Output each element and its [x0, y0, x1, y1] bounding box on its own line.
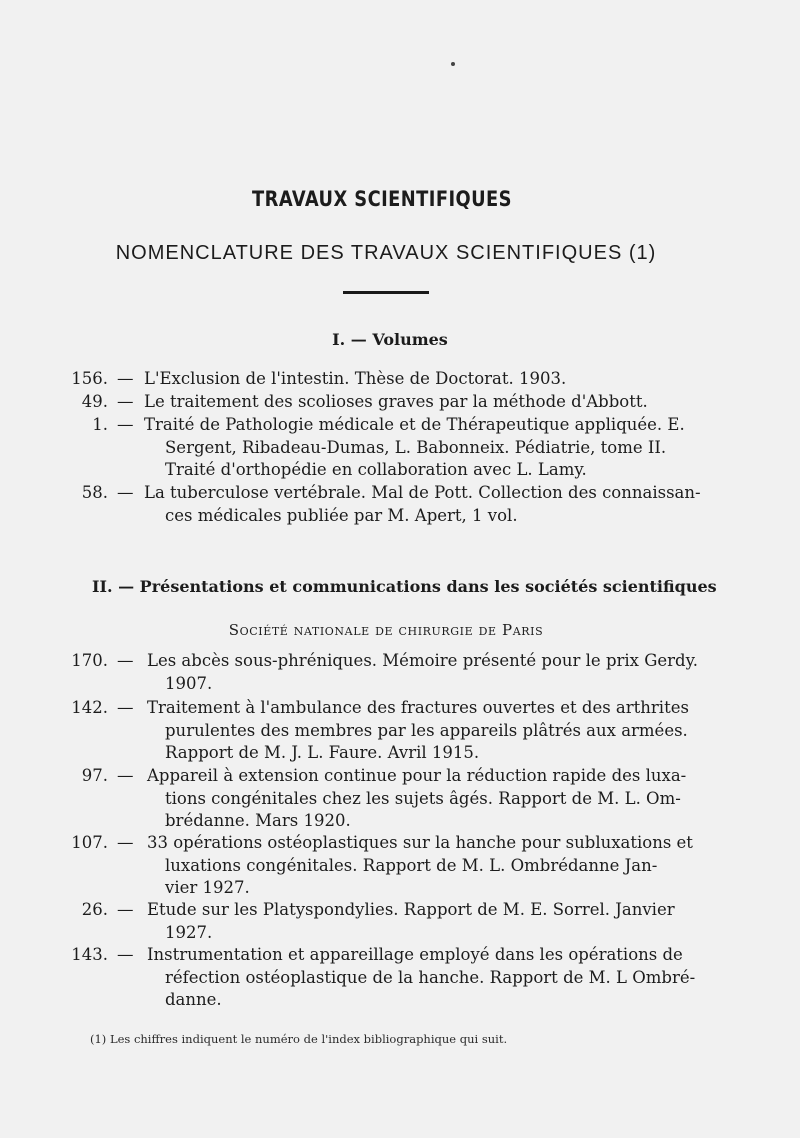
entry-text-line: réfection ostéoplastique de la hanche. Rapport de M. L Ombré-: [165, 967, 696, 987]
entry-number: 156.: [71, 369, 108, 388]
speck-mark: [451, 62, 455, 66]
section-heading-volumes: I. — Volumes: [332, 330, 448, 349]
entry-dash: —: [117, 392, 134, 411]
entry-text-line: luxations congénitales. Rapport de M. L. Ombrédanne Jan-: [165, 855, 658, 875]
entry-number: 170.: [71, 651, 108, 670]
entry-text-line: Rapport de M. J. L. Faure. Avril 1915.: [165, 743, 480, 762]
entry-text-line: Les abcès sous-phréniques. Mémoire présenté pour le prix Gerdy.: [147, 651, 698, 670]
entry-text-line: Instrumentation et appareillage employé dans les opérations de: [147, 945, 683, 964]
entry-number: 97.: [81, 766, 108, 785]
entry-text-line: Traité d'orthopédie en collaboration avec L. Lamy.: [165, 460, 587, 479]
entry-text-line: Sergent, Ribadeau-Dumas, L. Babonneix. Pédiatrie, tome II.: [165, 437, 667, 457]
entry-text-line: 33 opérations ostéoplastiques sur la hanche pour subluxations et: [147, 833, 693, 852]
entry-number: 49.: [81, 392, 108, 411]
entry-text-line: purulentes des membres par les appareils plâtrés aux armées.: [165, 720, 688, 740]
entry-dash: —: [117, 415, 134, 434]
page-title: TRAVAUX SCIENTIFIQUES: [252, 187, 512, 211]
footnote: (1) Les chiffres indiquent le numéro de l'index bibliographique qui suit.: [90, 1032, 508, 1046]
entry-text-line: Etude sur les Platyspondylies. Rapport de M. E. Sorrel. Janvier: [147, 900, 675, 919]
entry-dash: —: [117, 369, 134, 388]
entry-text-line: L'Exclusion de l'intestin. Thèse de Doctorat. 1903.: [144, 369, 567, 388]
entry-text-line: 1927.: [165, 922, 213, 942]
entry-text-line: Appareil à extension continue pour la réduction rapide des luxa-: [147, 766, 687, 785]
entry-dash: —: [117, 766, 134, 785]
entry-dash: —: [117, 833, 134, 852]
entry-text-line: La tuberculose vertébrale. Mal de Pott. Collection des connaissan-: [144, 483, 701, 502]
entry-number: 1.: [92, 415, 108, 434]
section-heading-presentations: II. — Présentations et communications dans les sociétés scientifiques: [92, 577, 717, 596]
society-heading: Société nationale de chirurgie de Paris: [228, 621, 544, 639]
divider-rule: [343, 291, 429, 294]
entry-text-line: tions congénitales chez les sujets âgés. Rapport de M. L. Om-: [165, 788, 681, 808]
entry-dash: —: [117, 651, 134, 670]
entry-number: 143.: [71, 945, 108, 964]
entry-text-line: Le traitement des scolioses graves par la méthode d'Abbott.: [144, 392, 648, 411]
entry-number: 107.: [71, 833, 108, 852]
entry-number: 142.: [71, 698, 108, 717]
entry-text-line: Traitement à l'ambulance des fractures ouvertes et des arthrites: [147, 698, 689, 717]
entry-text-line: vier 1927.: [165, 878, 250, 897]
entry-text-line: danne.: [165, 990, 222, 1009]
entry-dash: —: [117, 483, 134, 502]
entry-text-line: 1907.: [165, 673, 213, 693]
page-subtitle: NOMENCLATURE DES TRAVAUX SCIENTIFIQUES (1): [115, 242, 657, 264]
entry-number: 26.: [81, 900, 108, 919]
entry-text-line: Traité de Pathologie médicale et de Thérapeutique appliquée. E.: [144, 415, 685, 434]
entry-text-line: ces médicales publiée par M. Apert, 1 vol.: [165, 505, 518, 525]
entry-number: 58.: [81, 483, 108, 502]
entry-dash: —: [117, 698, 134, 717]
entry-dash: —: [117, 900, 134, 919]
entry-dash: —: [117, 945, 134, 964]
entry-text-line: brédanne. Mars 1920.: [165, 811, 351, 830]
